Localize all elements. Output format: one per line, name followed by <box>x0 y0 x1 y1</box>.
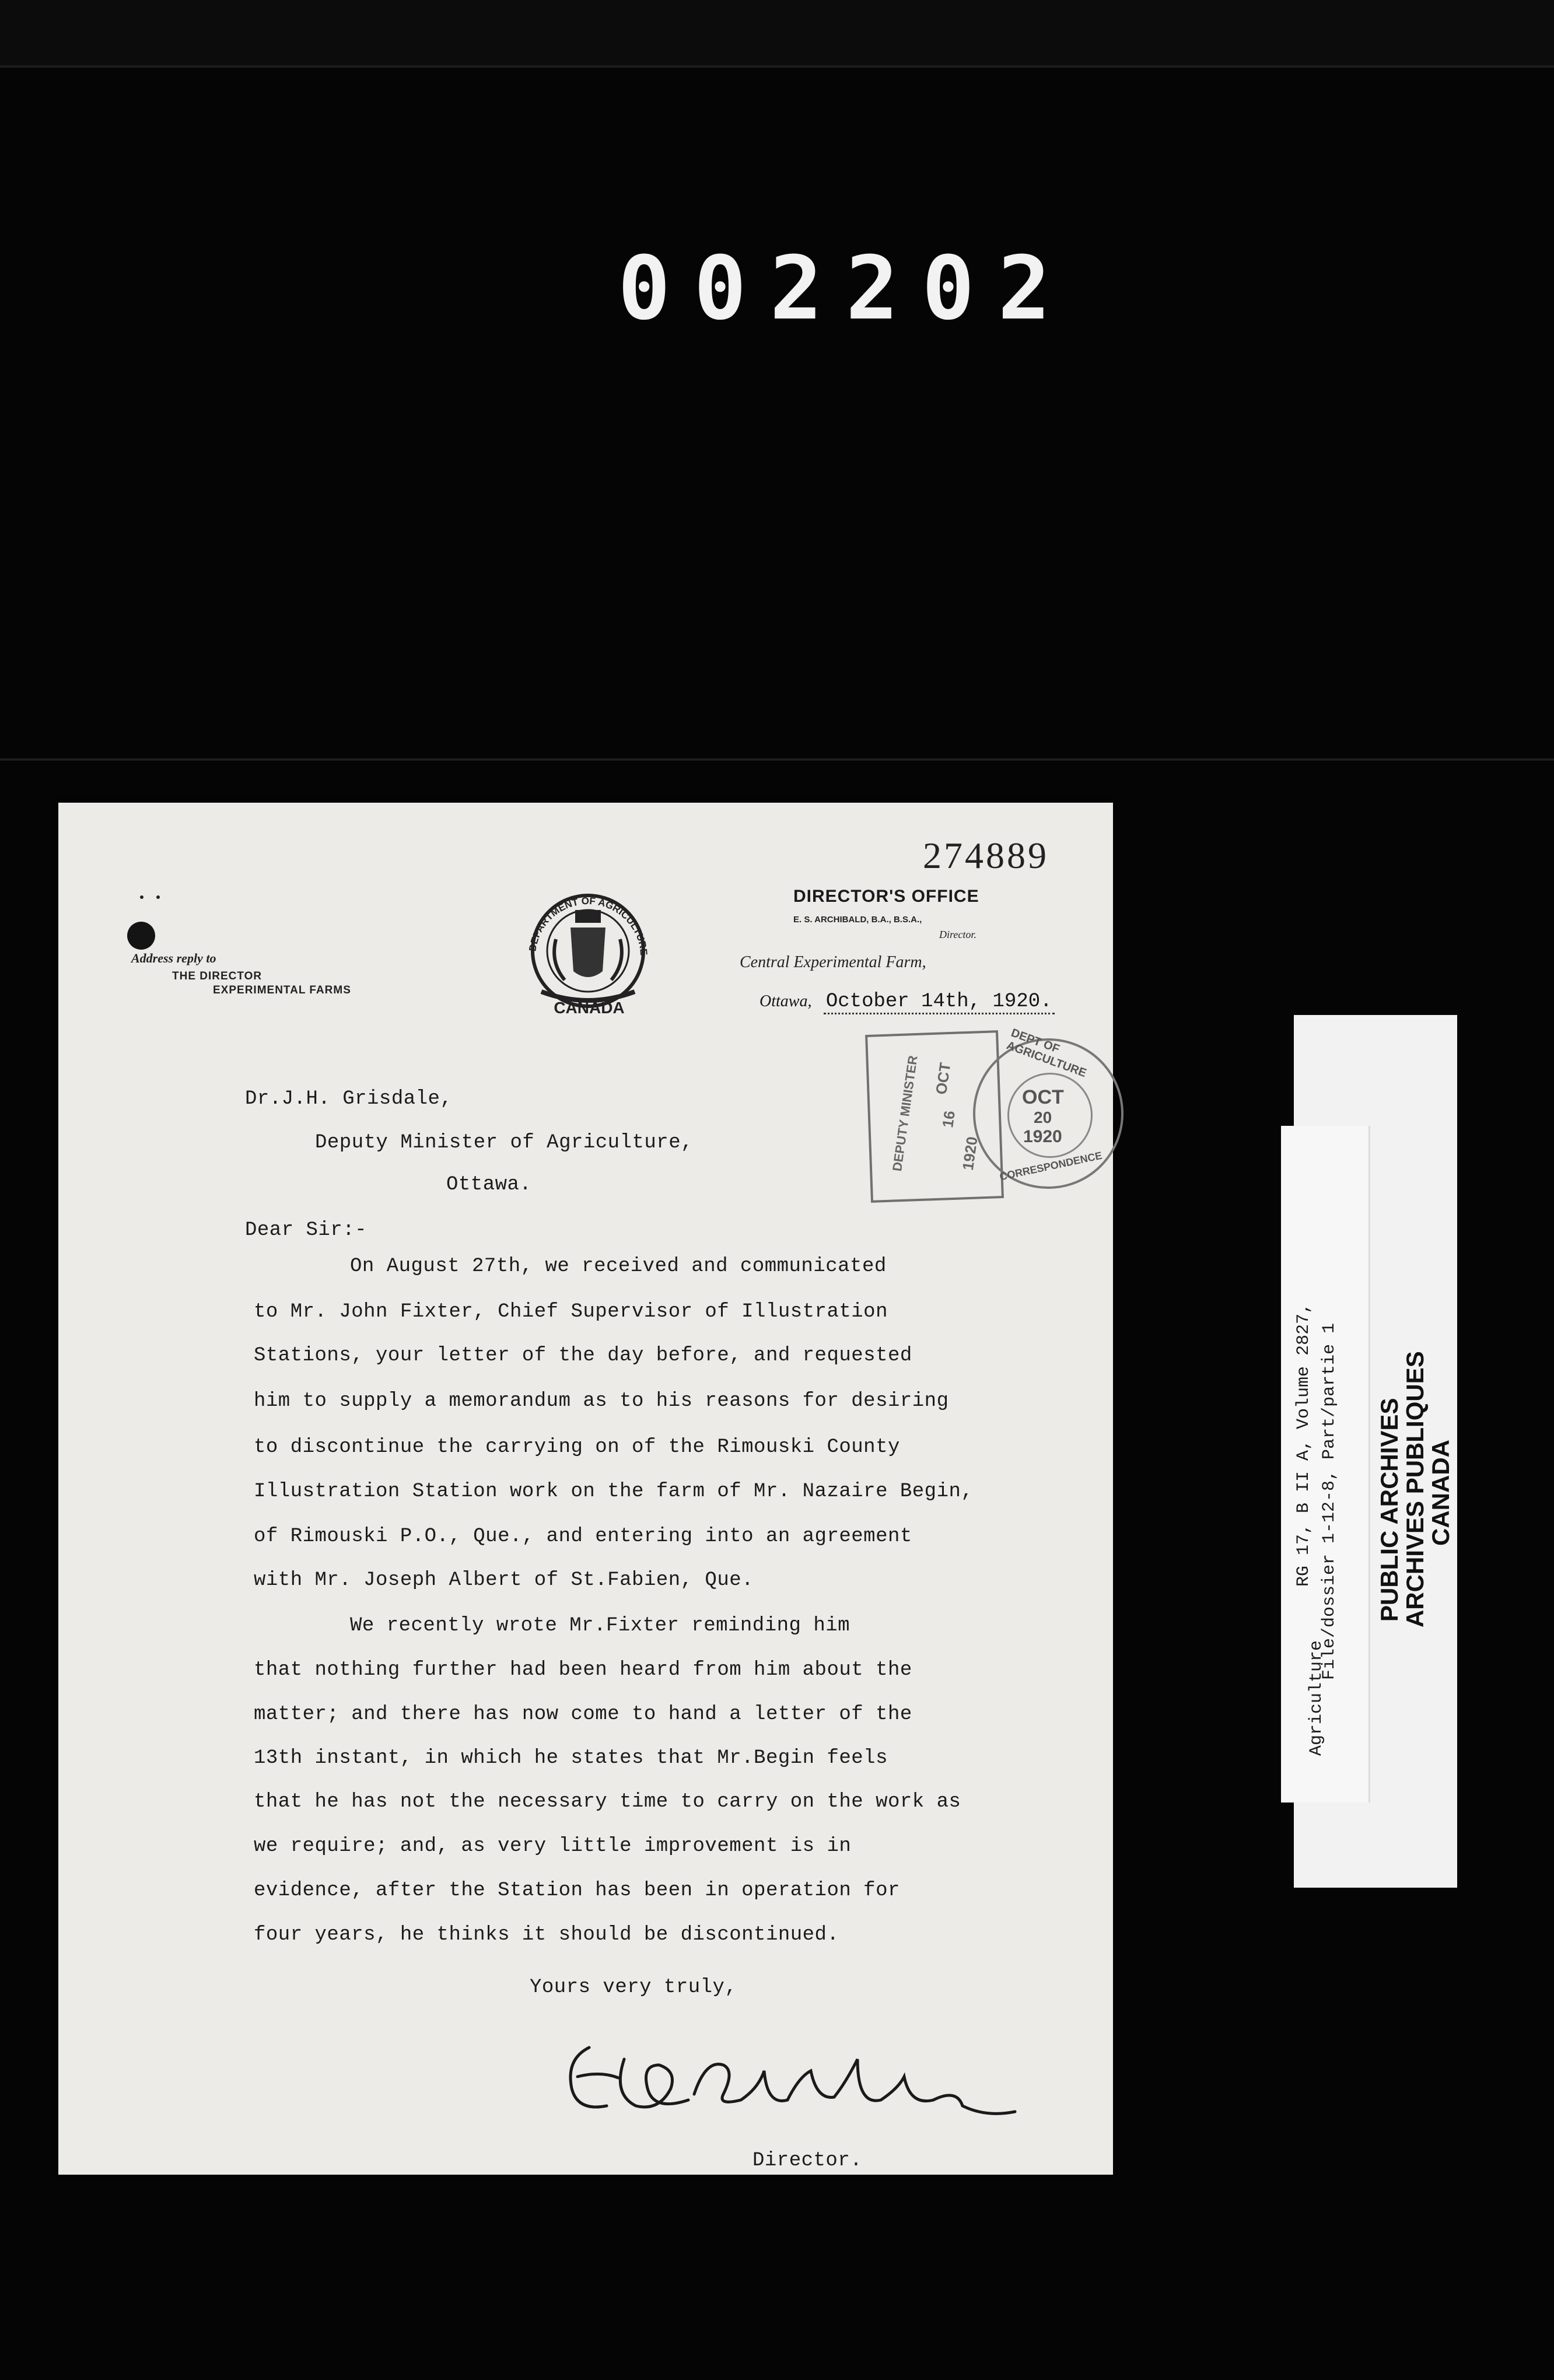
body-line: matter; and there has now come to hand a letter of the <box>254 1703 912 1726</box>
body-line: four years, he thinks it should be discontinued. <box>254 1924 839 1946</box>
department-stamp-ring-text: DEPT OF AGRICULTURE <box>1005 1026 1088 1080</box>
letter-date: October 14th, 1920. <box>824 991 1055 1014</box>
department-stamp-day: 20 <box>1034 1108 1052 1126</box>
office-title: DIRECTOR'S OFFICE <box>793 887 979 906</box>
emblem-ring-text: DEPARTMENT OF AGRICULTURE <box>527 895 650 956</box>
punch-mark <box>156 895 160 899</box>
body-line: to discontinue the carrying on of the Rimouski County <box>254 1436 900 1458</box>
received-stamp-day: 16 <box>939 1110 959 1129</box>
archive-label-line1: PUBLIC ARCHIVES <box>1376 1398 1403 1622</box>
office-director-role: Director. <box>939 929 977 940</box>
archive-label-line2: ARCHIVES PUBLIQUES <box>1401 1351 1429 1628</box>
body-line: with Mr. Joseph Albert of St.Fabien, Que. <box>254 1569 754 1591</box>
department-stamp-year: 1920 <box>1023 1127 1062 1146</box>
address-reply-director: THE DIRECTOR <box>172 970 262 982</box>
address-reply-block <box>131 951 400 998</box>
film-frame-edge <box>0 65 1554 68</box>
salutation: Dear Sir:- <box>245 1219 368 1241</box>
archive-label-file: File/dossier 1-12-8, Part/partie 1 <box>1320 1322 1339 1680</box>
punch-mark <box>140 895 144 899</box>
address-reply-line: Address reply to <box>131 951 216 965</box>
body-line: we require; and, as very little improvement is in <box>254 1835 852 1857</box>
received-stamp-office: DEPUTY MINISTER <box>890 1054 921 1172</box>
recipient-title: Deputy Minister of Agriculture, <box>315 1132 694 1154</box>
body-line: to Mr. John Fixter, Chief Supervisor of Illustration <box>254 1301 888 1323</box>
film-frame-top <box>0 0 1554 65</box>
archive-label-line3: CANADA <box>1427 1440 1454 1546</box>
address-reply-farms: EXPERIMENTAL FARMS <box>213 984 351 996</box>
emblem-country: CANADA <box>554 999 625 1017</box>
received-stamp-month: OCT <box>932 1061 954 1096</box>
body-line: Stations, your letter of the day before, and requested <box>254 1345 912 1367</box>
body-line: evidence, after the Station has been in operation for <box>254 1880 900 1902</box>
date-line <box>760 991 1055 1013</box>
department-stamp-bottom-text: CORRESPONDENCE <box>998 1149 1104 1183</box>
body-line: him to supply a memorandum as to his reasons for desiring <box>254 1390 949 1412</box>
archive-label-fonds: Agriculture <box>1307 1640 1326 1756</box>
recipient-city: Ottawa. <box>446 1174 532 1196</box>
date-place: Ottawa, <box>760 992 812 1010</box>
film-frame-divider <box>0 758 1554 761</box>
body-line: 13th instant, in which he states that Mr.Begin feels <box>254 1747 888 1769</box>
body-line: of Rimouski P.O., Que., and entering into an agreement <box>254 1525 912 1548</box>
body-line: On August 27th, we received and communicated <box>350 1255 887 1278</box>
closing: Yours very truly, <box>530 1976 737 1999</box>
punch-hole <box>127 922 155 950</box>
frame-number: 002202 <box>618 238 1074 340</box>
body-line: We recently wrote Mr.Fixter reminding him <box>350 1615 850 1637</box>
received-stamp-year: 1920 <box>958 1135 981 1172</box>
recipient-name: Dr.J.H. Grisdale, <box>245 1088 453 1110</box>
department-emblem-icon <box>506 869 670 1021</box>
signature-icon <box>554 2024 1032 2129</box>
body-line: that he has not the necessary time to carry on the work as <box>254 1791 961 1813</box>
office-director-name: E. S. ARCHIBALD, B.A., B.S.A., <box>793 915 922 925</box>
department-stamp <box>973 1026 1124 1189</box>
reference-number: 274889 <box>923 835 1049 876</box>
department-stamp-month: OCT <box>1022 1086 1064 1108</box>
signature-title: Director. <box>752 2150 863 2172</box>
office-farm: Central Experimental Farm, <box>740 953 926 971</box>
body-line: that nothing further had been heard from him about the <box>254 1659 912 1681</box>
archive-label-reference: RG 17, B II A, Volume 2827, <box>1294 1303 1314 1587</box>
body-line: Illustration Station work on the farm of Mr. Nazaire Begin, <box>254 1480 974 1503</box>
